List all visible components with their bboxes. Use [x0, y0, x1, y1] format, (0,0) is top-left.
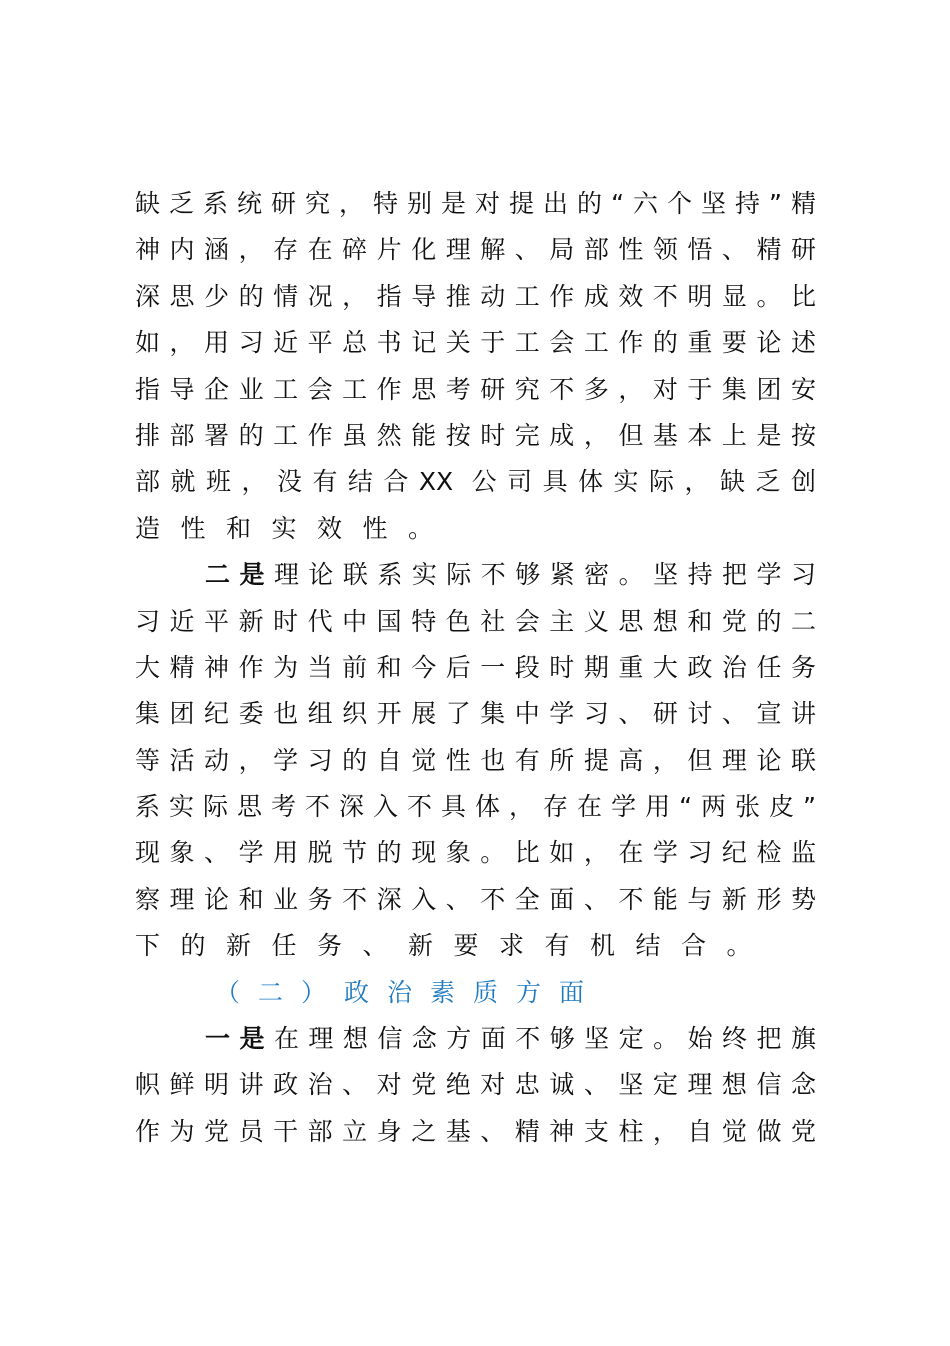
text-line: 集团纪委也组织开展了集中学习、研讨、宣讲: [135, 699, 816, 729]
text-line: 现象、学用脱节的现象。比如，在学习纪检监: [135, 838, 816, 868]
paragraph-text: 在理想信念方面不够坚定。始终把旗: [273, 1024, 816, 1054]
text-line: 指导企业工会工作思考研究不多，对于集团安: [135, 374, 816, 404]
paragraph-first-line: [135, 552, 816, 598]
text-line: 神内涵，存在碎片化理解、局部性领悟、精研: [135, 235, 816, 265]
paragraph-text: 理论联系实际不够紧密。坚持把学习: [273, 560, 816, 590]
text-line: 系实际思考不深入不具体，存在学用“两张皮”: [135, 792, 816, 822]
paragraph-lead: 一是: [205, 1024, 274, 1054]
text-line: 造性和实效性。: [135, 513, 454, 543]
text-line: 大精神作为当前和今后一段时期重大政治任务: [135, 652, 816, 682]
document-page: [135, 181, 816, 1155]
text-line: 缺乏系统研究，特别是对提出的“六个坚持”精: [135, 189, 816, 218]
section-heading: （二）政治素质方面: [215, 977, 603, 1007]
text-line: 作为党员干部立身之基、精神支柱，自觉做党: [135, 1116, 816, 1146]
paragraph-lead: 二是: [205, 560, 274, 590]
text-line: 部就班，没有结合XX 公司具体实际，缺乏创: [135, 467, 816, 497]
text-line: 帜鲜明讲政治、对党绝对忠诚、坚定理想信念: [135, 1070, 816, 1100]
text-line: 察理论和业务不深入、不全面、不能与新形势: [135, 884, 816, 914]
text-line: 排部署的工作虽然能按时完成，但基本上是按: [135, 420, 816, 450]
text-line: 下的新任务、新要求有机结合。: [135, 931, 773, 961]
text-line: 等活动，学习的自觉性也有所提高，但理论联: [135, 745, 816, 775]
paragraph-first-line: [135, 1016, 816, 1062]
text-line: 如，用习近平总书记关于工会工作的重要论述: [135, 328, 816, 358]
text-line: 深思少的情况，指导推动工作成效不明显。比: [135, 281, 816, 311]
text-line: 习近平新时代中国特色社会主义思想和党的二: [135, 606, 816, 636]
